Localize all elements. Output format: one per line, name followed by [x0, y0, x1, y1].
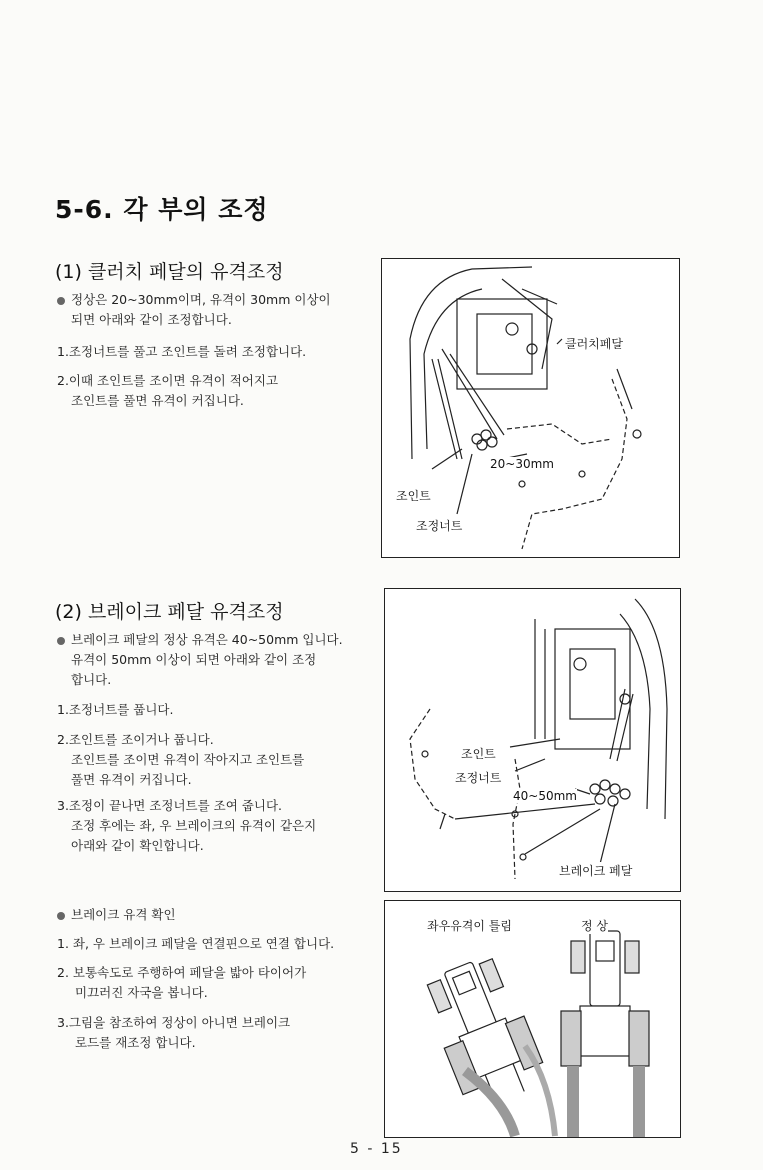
tire-check-diagram [385, 901, 680, 1137]
clutch-pedal-label: 클러치페달 [565, 337, 623, 351]
clutch-step2-line2: 조인트를 풀면 유격이 커집니다. [71, 393, 244, 408]
tire-check-figure [384, 900, 681, 1138]
brake-step1: 1.조정너트를 풉니다. [57, 702, 174, 717]
brake-bullet-line1: 브레이크 페달의 정상 유격은 40~50mm 입니다. [71, 632, 343, 647]
check-heading [57, 905, 176, 925]
check-item3-line1: 3.그림을 참조하여 정상이 아니면 브레이크 [57, 1015, 291, 1030]
clutch-nut-label: 조정너트 [416, 519, 463, 533]
brake-step3-line2: 조정 후에는 좌, 우 브레이크의 유격이 같은지 [71, 818, 317, 833]
clutch-step2-line1: 2.이때 조인트를 조이면 유격이 적어지고 [57, 373, 279, 388]
brake-step3-line1: 3.조정이 끝나면 조정너트를 조여 줍니다. [57, 798, 282, 813]
check-heading-text: 브레이크 유격 확인 [71, 907, 176, 922]
brake-nut-label: 조정너트 [455, 771, 502, 785]
section-title: 5-6. 각 부의 조정 [55, 195, 269, 224]
bullet-dot-icon [57, 637, 65, 645]
brake-play-label: 40~50mm [513, 789, 577, 803]
brake-heading: (2) 브레이크 페달 유격조정 [55, 601, 284, 623]
clutch-play-label: 20~30mm [490, 457, 554, 471]
clutch-diagram [382, 259, 679, 557]
abnormal-label: 좌우유격이 틀림 [427, 919, 512, 933]
clutch-bullet-line1: 정상은 20~30mm이며, 유격이 30mm 이상이 [71, 292, 331, 307]
brake-step2-line3: 풀면 유격이 커집니다. [71, 772, 192, 787]
check-item2 [57, 963, 306, 1003]
brake-bullet-line3: 합니다. [71, 672, 112, 687]
bullet-dot-icon [57, 297, 65, 305]
brake-diagram [385, 589, 680, 891]
check-item3 [57, 1013, 290, 1053]
brake-step2-line2: 조인트를 조이면 유격이 작아지고 조인트를 [71, 752, 305, 767]
normal-label: 정 상 [581, 919, 608, 933]
brake-step2-line1: 2.조인트를 조이거나 풉니다. [57, 732, 214, 747]
clutch-step1: 1.조정너트를 풀고 조인트를 돌려 조정합니다. [57, 344, 307, 359]
brake-bullet [57, 630, 343, 690]
bullet-dot-icon [57, 912, 65, 920]
brake-joint-label: 조인트 [461, 747, 496, 761]
brake-figure [384, 588, 681, 892]
check-item2-line2: 미끄러진 자국을 봅니다. [75, 985, 208, 1000]
brake-step3 [57, 796, 316, 856]
clutch-figure [381, 258, 680, 558]
page-number: 5 - 15 [350, 1141, 403, 1157]
clutch-heading: (1) 클러치 페달의 유격조정 [55, 261, 284, 283]
check-item2-line1: 2. 보통속도로 주행하여 페달을 밟아 타이어가 [57, 965, 307, 980]
brake-step2 [57, 730, 304, 790]
brake-step3-line3: 아래와 같이 확인합니다. [71, 838, 204, 853]
check-item3-line2: 로드를 재조정 합니다. [75, 1035, 196, 1050]
clutch-joint-label: 조인트 [396, 489, 431, 503]
brake-pedal-label: 브레이크 페달 [559, 864, 633, 878]
clutch-step2 [57, 371, 278, 411]
clutch-bullet-line2: 되면 아래와 같이 조정합니다. [71, 312, 232, 327]
check-item1: 1. 좌, 우 브레이크 페달을 연결핀으로 연결 합니다. [57, 936, 335, 951]
brake-bullet-line2: 유격이 50mm 이상이 되면 아래와 같이 조정 [71, 652, 317, 667]
clutch-bullet [57, 290, 331, 330]
